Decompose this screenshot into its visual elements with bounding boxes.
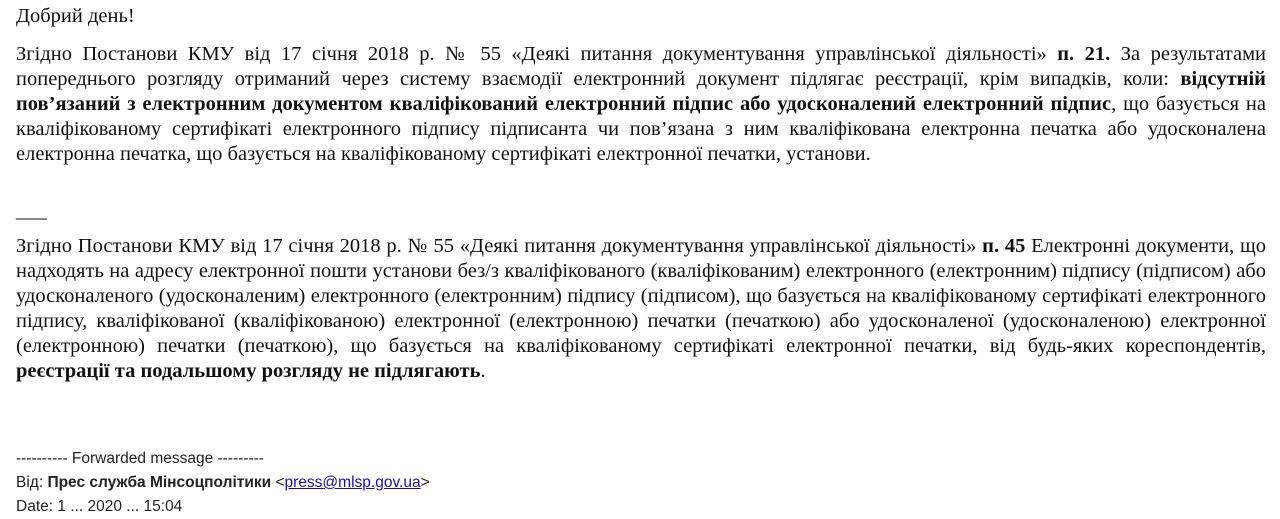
paragraph-bold: реєстрації та подальшому розгляду не підлягають [16,360,481,382]
email-bracket-close: > [420,474,430,491]
paragraph-text: Згідно Постанови КМУ від 17 січня 2018 р. № 55 «Деякі питання документування управлінської діяльності» [16,43,1058,65]
paragraph-bold: відсутній пов’язаний з електронним документом кваліфікований електронний підпис або удосконалений електронний підпис [16,68,1266,115]
separator-line: ___ [16,200,47,222]
paragraph-text: За результатами попереднього розгляду отриманий через систему взаємодії електронний документ підлягає реєстрації, крім випадків, коли: [16,43,1267,90]
paragraph-bold: п. 21. [1057,43,1111,65]
email-body [16,0,1266,384]
paragraph-bold: п. 45 [982,235,1026,257]
from-line [16,471,1266,495]
sender-name: Прес служба Мінсоцполітики [47,474,272,491]
paragraph-text: Електронні документи, що надходять на адресу електронної пошти установи без/з кваліфікованого (кваліфікованим) електронного (електронним) підпису (підписом) або удосконаленого (удосконаленим) електронного (електронним) підпису (підписом), що базується на кваліфікованому сертифікаті електронного підпису, кваліфікованої (кваліфікованою) електронної (електронною) печатки (печаткою) або удосконаленої (удосконаленою) електронної (електронною) печатки (печаткою), що базується на кваліфікованому сертифікаті електронної печатки, від будь-яких кореспондентів, [16,235,1266,357]
forwarded-header: ---------- Forwarded message --------- [16,450,264,467]
date-line: Date: 1 ... 2020 ... 15:04 [16,498,183,515]
email-bracket-open: < [271,474,285,491]
paragraph-regulation-21 [16,42,1266,167]
paragraph-regulation-45 [16,234,1266,384]
sender-email-link[interactable]: press@mlsp.gov.ua [284,474,421,491]
from-label: Від: [16,474,48,491]
forwarded-message [16,447,1266,519]
paragraph-text: . [480,360,486,382]
paragraph-text: , що базується на кваліфікованому сертифікаті електронного підпису підписанта чи пов’язана з ним кваліфікована електронна печатка або удосконалена електронна печатка, що базується на кваліфікованому сертифікаті електронної печатки, установи. [16,93,1266,165]
paragraph-text: Згідно Постанови КМУ від 17 січня 2018 р. № 55 «Деякі питання документування управлінської діяльності» [16,235,983,257]
greeting: Добрий день! [16,5,135,27]
